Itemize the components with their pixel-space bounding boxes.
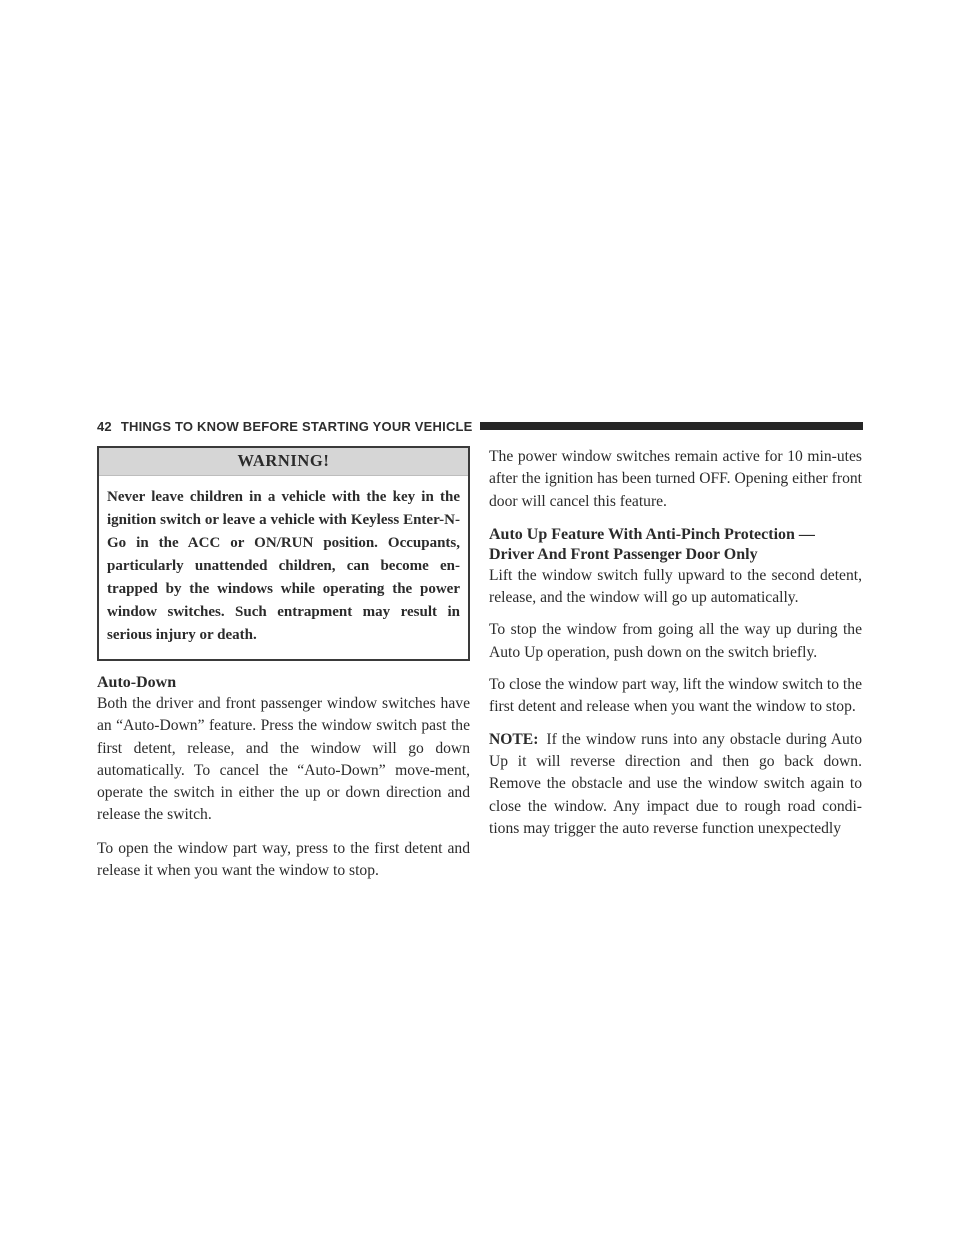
right-column: [489, 446, 862, 840]
note-text: If the window runs into any obstacle during Auto Up it will reverse direction and then go back down. Remove the obstacle and use the window switch again to close the window. Any impact due to rough road condi-tions may trigger the auto reverse function unexpectedly: [489, 730, 862, 837]
page-number: 42: [97, 418, 112, 434]
auto-down-heading: Auto-Down: [97, 674, 177, 691]
auto-up-heading-line-1: Auto Up Feature With Anti-Pinch Protection —: [489, 525, 815, 543]
auto-up-paragraph-1: Lift the window switch fully upward to the second detent, release, and the window will go up automatically.: [489, 566, 862, 607]
header-rule: [480, 422, 863, 430]
auto-up-paragraph-3: To close the window part way, lift the window switch to the first detent and release when you want the window to stop.: [489, 676, 862, 716]
auto-up-paragraph-2: To stop the window from going all the way up during the Auto Up operation, push down on the switch briefly.: [489, 621, 862, 661]
auto-up-heading-line-2: Driver And Front Passenger Door Only: [489, 545, 758, 563]
section-title: THINGS TO KNOW BEFORE STARTING YOUR VEHICLE: [120, 418, 473, 434]
auto-down-paragraph-1: Both the driver and front passenger window switches have an “Auto-Down” feature. Press the window switch past the first detent, release, and the window will go down automatically. To cancel the “Auto-Down” move-ment, operate the switch in either the up or down direction and release the switch.: [97, 695, 470, 824]
left-column: [97, 446, 470, 882]
switches-active-paragraph: The power window switches remain active for 10 min-utes after the ignition has been turned OFF. Opening either front door will cancel this feature.: [489, 448, 862, 510]
auto-down-paragraph-2: To open the window part way, press to the first detent and release it when you want the window to stop.: [97, 839, 470, 880]
warning-title: WARNING!: [99, 448, 468, 476]
warning-box: [97, 446, 470, 661]
running-header: [97, 416, 863, 436]
note-label: NOTE:: [489, 730, 539, 748]
note-paragraph: [489, 729, 862, 840]
warning-text: Never leave children in a vehicle with the key in the ignition switch or leave a vehicle with Keyless Enter-N-Go in the ACC or ON/RUN position. Occupants, particularly unattended children, can become en-trapped by the windows while operating the power window switches. Such entrapment may result in serious injury or death.: [107, 489, 460, 643]
